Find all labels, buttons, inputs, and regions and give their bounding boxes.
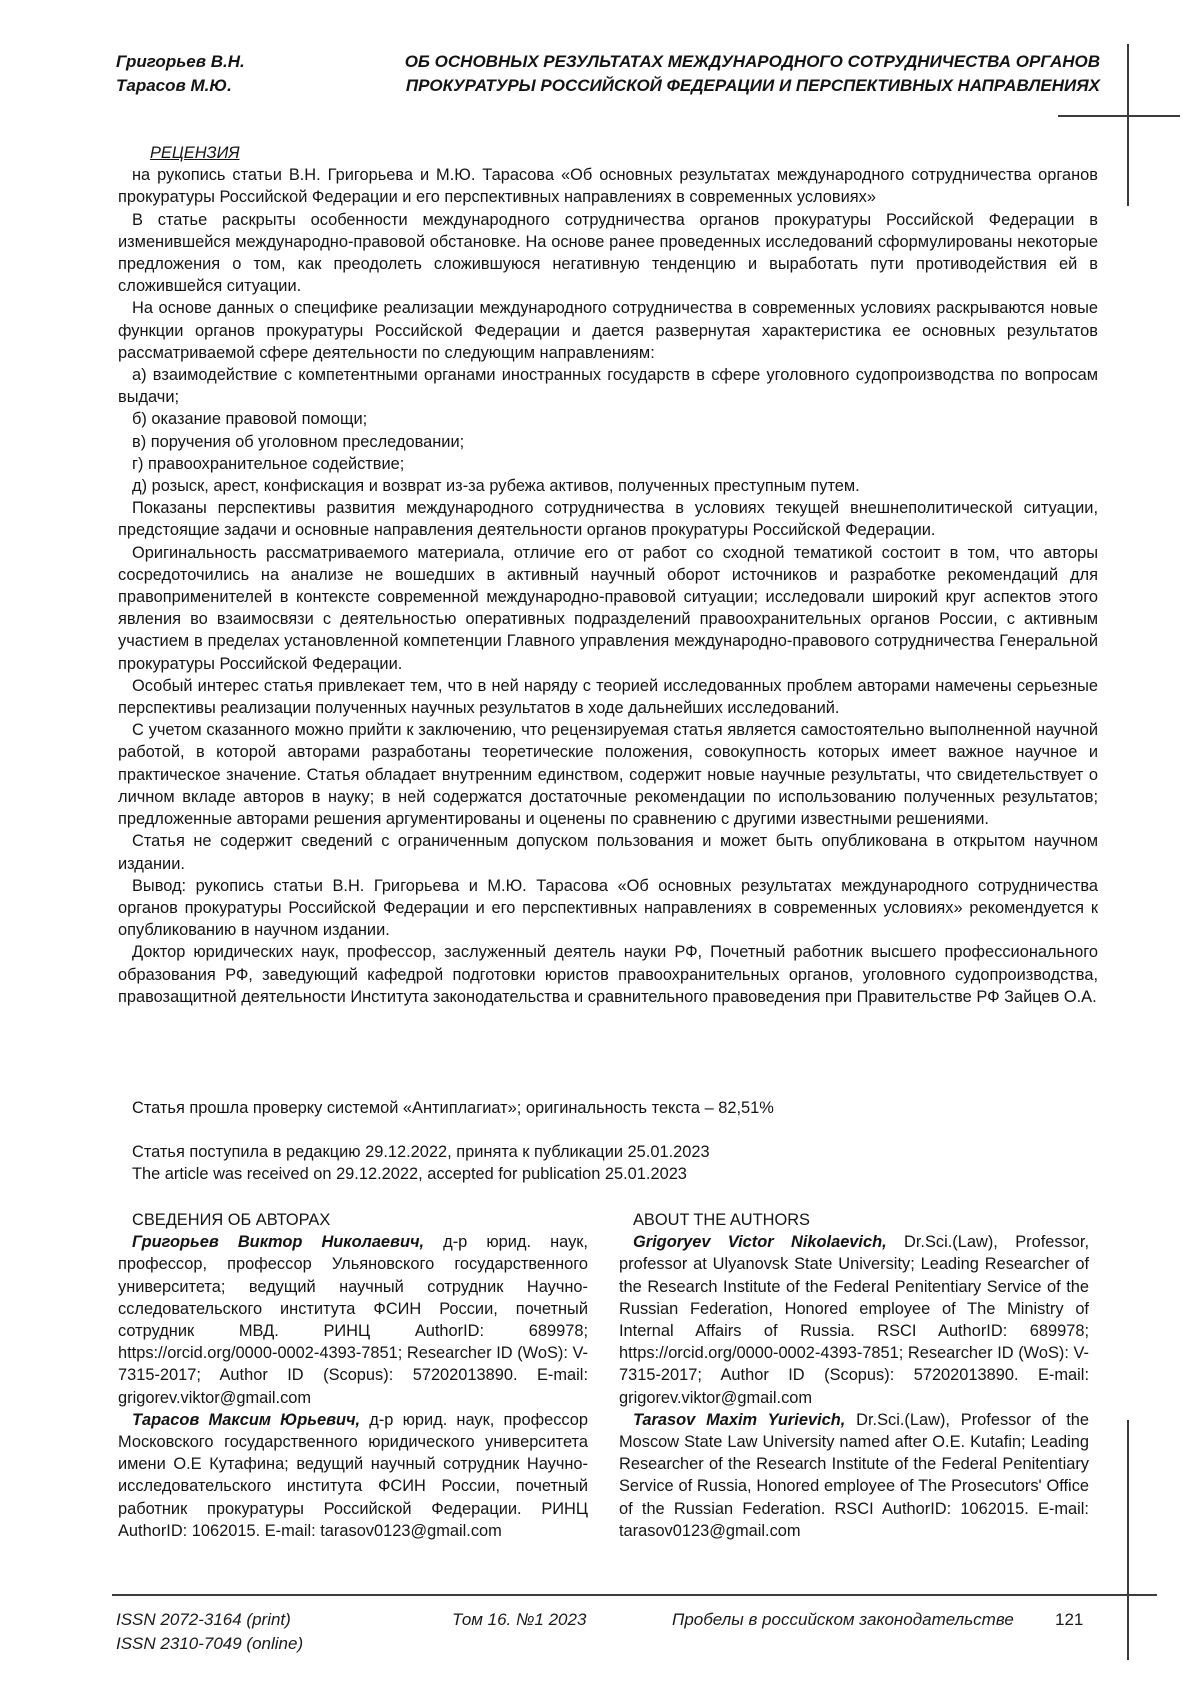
header-author-2: Тарасов М.Ю.: [116, 76, 232, 95]
review-paragraph: на рукопись статьи В.Н. Григорьева и М.Ю. Тарасова «Об основных результатах международного сотрудничества органов прокуратуры Российской Федерации и его перспективных направлениях в современных условиях»: [118, 166, 1098, 207]
received-note-ru: Статья поступила в редакцию 29.12.2022, принята к публикации 25.01.2023: [132, 1143, 710, 1161]
author-name: Григорьев Виктор Николаевич,: [132, 1233, 425, 1252]
author-info: д-р юрид. наук, профессор Московского государственного юридического университета имени О.Е Кутафина; ведущий научный сотрудник Научно-исследовательского института ФСИН России, почетный работник прокуратуры Российской Федерации. РИНЦ AuthorID: 1062015. E-mail: tarasov0123@gmail.com: [118, 1410, 588, 1540]
footer-issn: [116, 1608, 303, 1656]
author-name: Grigoryev Victor Nikolaevich,: [633, 1233, 887, 1252]
author-entry: [118, 1231, 588, 1409]
review-section: [118, 142, 1098, 1008]
footer-volume: Том 16. №1 2023: [452, 1610, 587, 1629]
review-paragraph: На основе данных о специфике реализации международного сотрудничества в современных условиях раскрываются новые функции органов прокуратуры Российской Федерации и дается развернутая характеристика ее основных результатов рассматриваемой сфере деятельности по следующим направлениям:: [118, 299, 1098, 362]
review-list-item: в) поручения об уголовном преследовании;: [132, 432, 465, 451]
footer-journal-title: Пробелы в российском законодательстве: [672, 1610, 1014, 1629]
issn-online: ISSN 2310-7049 (online): [116, 1634, 304, 1653]
antiplagiat-note: Статья прошла проверку системой «Антиплагиат»; оригинальность текста – 82,51%: [132, 1099, 774, 1117]
author-name: Тарасов Максим Юрьевич,: [132, 1410, 361, 1429]
review-paragraph: Статья не содержит сведений с ограниченным допуском пользования и может быть опубликована в открытом научном издании.: [118, 832, 1098, 873]
header-vertical-rule: [1127, 44, 1129, 206]
author-info: д-р юрид. наук, профессор, профессор Ульяновского государственного университета; ведущий научный сотрудник Научно-сследовательского института ФСИН России, почетный сотрудник МВД. РИНЦ AuthorID: 689978; https://orcid.org/0000-0002-4393-7851; Researcher ID (WoS): V-7315-2017; Author ID (Scopus): 57202013890. E-mail: grigorev.viktor@gmail.com: [118, 1233, 588, 1407]
reviewer-signature: Доктор юридических наук, профессор, заслуженный деятель науки РФ, Почетный работник высшего профессионального образования РФ, заведующий кафедрой подготовки юристов правоохранительных органов, уголовного судопроизводства, правозащитной деятельности Института законодательства и сравнительного правоведения при Правительстве РФ Зайцев О.А.: [118, 943, 1098, 1006]
author-entry: [619, 1409, 1089, 1542]
issn-print: ISSN 2072-3164 (print): [116, 1610, 291, 1629]
review-paragraph: Показаны перспективы развития международного сотрудничества в условиях текущей внешнеполитической ситуации, предстоящие задачи и основные направления деятельности органов прокуратуры Российской Федерации.: [118, 499, 1098, 540]
author-entry: [619, 1231, 1089, 1409]
header-author-1: Григорьев В.Н.: [116, 52, 245, 71]
authors-en-column: [619, 1209, 1089, 1542]
review-paragraph: В статье раскрыты особенности международного сотрудничества органов прокуратуры Российской Федерации в изменившейся международно-правовой обстановке. На основе ранее проведенных исследований сформулированы некоторые предложения о том, как преодолеть сложившуюся негативную тенденцию и выработать пути противодействия ей в сложившейся ситуации.: [118, 210, 1098, 296]
footer-vertical-rule: [1127, 1420, 1129, 1660]
received-note-en: The article was received on 29.12.2022, accepted for publication 25.01.2023: [132, 1165, 687, 1183]
review-heading: РЕЦЕНЗИЯ: [150, 144, 240, 162]
author-name: Tarasov Maxim Yurievich,: [633, 1410, 846, 1429]
review-paragraph: Вывод: рукопись статьи В.Н. Григорьева и М.Ю. Тарасова «Об основных результатах международного сотрудничества органов прокуратуры Российской Федерации и его перспективных направлениях в современных условиях» рекомендуется к опубликованию в научном издании.: [118, 876, 1098, 940]
review-list-item: д) розыск, арест, конфискация и возврат из-за рубежа активов, полученных преступным путем.: [132, 477, 860, 496]
authors-ru-heading: СВЕДЕНИЯ ОБ АВТОРАХ: [132, 1211, 331, 1229]
review-paragraph: С учетом сказанного можно прийти к заключению, что рецензируемая статья является самостоятельно выполненной научной работой, в которой авторами разработаны теоретические положения, совокупность которых имеет важное научное и практическое значение. Статья обладает внутренним единством, содержит новые научные результаты, что свидетельствует о личном вкладе авторов в науку; в ней содержатся достаточные рекомендации по использованию полученных результатов; предложенные авторами решения аргументированы и оценены по сравнению с другими известными решениями.: [118, 721, 1098, 829]
author-entry: [118, 1409, 588, 1542]
review-list-item: а) взаимодействие с компетентными органами иностранных государств в сфере уголовного судопроизводства по вопросам выдачи;: [118, 366, 1098, 407]
author-info: Dr.Sci.(Law), Professor, professor at Ulyanovsk State University; Leading Researcher of the Research Institute of the Federal Penitentiary Service of the Russian Federation, Honored employee of The Ministry of Internal Affairs of Russia. RSCI AuthorID: 689978; https://orcid.org/0000-0002-4393-7851; Researcher ID (WoS): V-7315-2017; Author ID (Scopus): 57202013890. E-mail: grigorev.viktor@gmail.com: [619, 1233, 1089, 1407]
footer-rule: [112, 1594, 1157, 1596]
authors-ru-column: [118, 1209, 588, 1542]
author-info: Dr.Sci.(Law), Professor of the Moscow State Law University named after O.E. Kutafin; Leading Researcher of the Research Institute of the Federal Penitentiary Service of Russia, Honored employee of The Prosecutors' Office of the Russian Federation. RSCI AuthorID: 1062015. E-mail: tarasov0123@gmail.com: [619, 1410, 1089, 1540]
header-title-line-2: ПРОКУРАТУРЫ РОССИЙСКОЙ ФЕДЕРАЦИИ И ПЕРСПЕКТИВНЫХ НАПРАВЛЕНИЯХ: [405, 76, 1100, 95]
review-paragraph: Оригинальность рассматриваемого материала, отличие его от работ со сходной тематикой состоит в том, что авторы сосредоточились на анализе не вошедших в активный научный оборот источников и разработке рекомендаций для правоприменителей в контексте современной международно-правовой ситуации; исследовали широкий круг аспектов этого явления во взаимосвязи с деятельностью оперативных подразделений правоохранительных органов России, с активным участием в пределах установленной компетенции Главного управления международно-правового сотрудничества Генеральной прокуратуры Российской Федерации.: [118, 543, 1098, 673]
header-title-line-1: ОБ ОСНОВНЫХ РЕЗУЛЬТАТАХ МЕЖДУНАРОДНОГО СОТРУДНИЧЕСТВА ОРГАНОВ: [404, 52, 1100, 71]
running-header-title: [340, 50, 1100, 98]
header-rule: [1058, 115, 1180, 117]
page-number: 121: [1055, 1610, 1084, 1629]
review-list-item: г) правоохранительное содействие;: [132, 454, 405, 473]
running-header-authors: [116, 50, 336, 98]
authors-en-heading: ABOUT THE AUTHORS: [633, 1211, 810, 1229]
review-list-item: б) оказание правовой помощи;: [132, 410, 368, 429]
review-paragraph: Особый интерес статья привлекает тем, что в ней наряду с теорией исследованных проблем авторами намечены серьезные перспективы реализации полученных научных результатов в ходе дальнейших исследований.: [118, 676, 1098, 718]
